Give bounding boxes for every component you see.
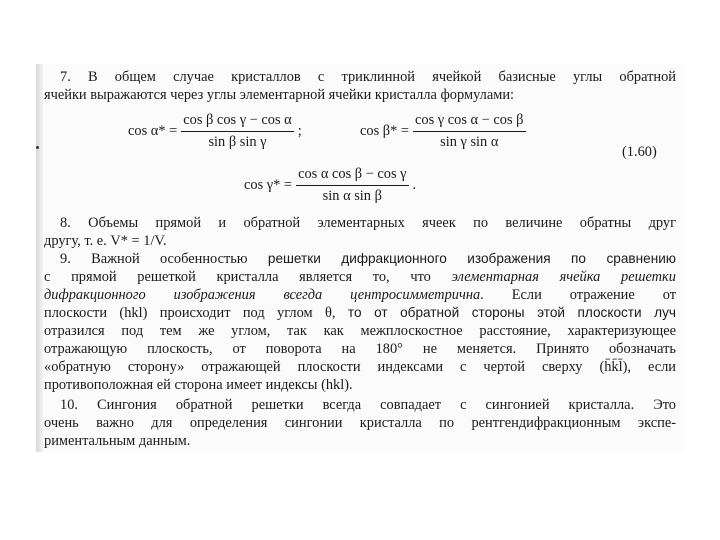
formula-beta-fraction <box>413 112 525 151</box>
formula-gamma-end: . <box>412 177 417 193</box>
formula-beta-numerator: cos γ cos α − cos β <box>413 112 525 132</box>
item9-line7: «обратную сторону» отражающей плоскости индексами с чертой сверху (h̄k̄l̄), если <box>44 359 676 375</box>
item9-line4 <box>44 304 676 322</box>
item9-line3 <box>44 286 676 304</box>
item7-line1: 7. В общем случае кристаллов с триклинной ячейкой базисные углы обратной <box>60 69 676 85</box>
item7-line2: ячейки выражаются через углы элементарной ячейки кристалла формулами: <box>44 87 515 103</box>
formula-alpha-denominator: sin β sin γ <box>208 134 267 150</box>
formula-beta-denominator: sin γ sin α <box>440 134 499 150</box>
item9-line6: отражающую плоскость, от поворота на 180° не меняется. Принято обозначать <box>44 341 676 357</box>
item9-line1-a: 9. Важной особенностью <box>60 251 268 267</box>
item10-line2: очень важно для определения сингонии кристалла по рентгендифракционным экспе- <box>44 415 676 431</box>
item9-line3-italic: дифракционного изображения всегда центросимметрична <box>44 287 481 303</box>
formula-alpha-lhs: cos α* = <box>128 123 178 139</box>
item9-line5: отразился под тем же углом, так как межплоскостное расстояние, характеризующее <box>44 323 676 339</box>
item9-line4-b: то от обратной стороны этой плоскости луч <box>347 305 676 320</box>
item9-line2-italic: элементарная ячейка решетки <box>451 269 676 285</box>
formula-gamma-lhs: cos γ* = <box>244 177 293 193</box>
formula-alpha-star <box>128 112 302 151</box>
item9-line3-b: . Если отражение от <box>480 287 677 303</box>
formula-gamma-denominator: sin α sin β <box>322 188 382 204</box>
formula-gamma-star <box>244 166 416 205</box>
formula-alpha-fraction <box>181 112 293 151</box>
item9-highlight-phrase: решетки дифракционного изображения <box>267 251 551 266</box>
margin-mark <box>36 146 39 149</box>
scan-shadow-edge <box>36 64 43 452</box>
item10-line1: 10. Сингония обратной решетки всегда совпадает с сингонией кристалла. Это <box>60 397 676 413</box>
formula-gamma-numerator: cos α cos β − cos γ <box>296 166 408 186</box>
equation-number: (1.60) <box>622 144 657 160</box>
item9-line8: противоположная ей сторона имеет индексы (hkl). <box>44 377 353 393</box>
item10-line3: риментальным данным. <box>44 433 191 449</box>
formula-beta-star <box>360 112 530 151</box>
item9-line1-c: по сравнению <box>550 251 676 266</box>
formula-alpha-numerator: cos β cos γ − cos α <box>181 112 293 132</box>
item9-line2 <box>44 268 676 286</box>
formula-gamma-fraction <box>296 166 408 205</box>
formula-separator: ; <box>297 123 302 139</box>
item8-line1: 8. Объемы прямой и обратной элементарных ячеек по величине обратны друг <box>60 215 676 231</box>
item9-line1 <box>60 250 676 268</box>
item9-line2-a: с прямой решеткой кристалла является то, что <box>44 269 452 285</box>
item8-line2: другу, т. е. V* = 1/V. <box>44 233 167 249</box>
formula-beta-lhs: cos β* = <box>360 123 410 139</box>
item9-line4-a: плоскости (hkl) происходит под углом θ, <box>44 305 348 321</box>
